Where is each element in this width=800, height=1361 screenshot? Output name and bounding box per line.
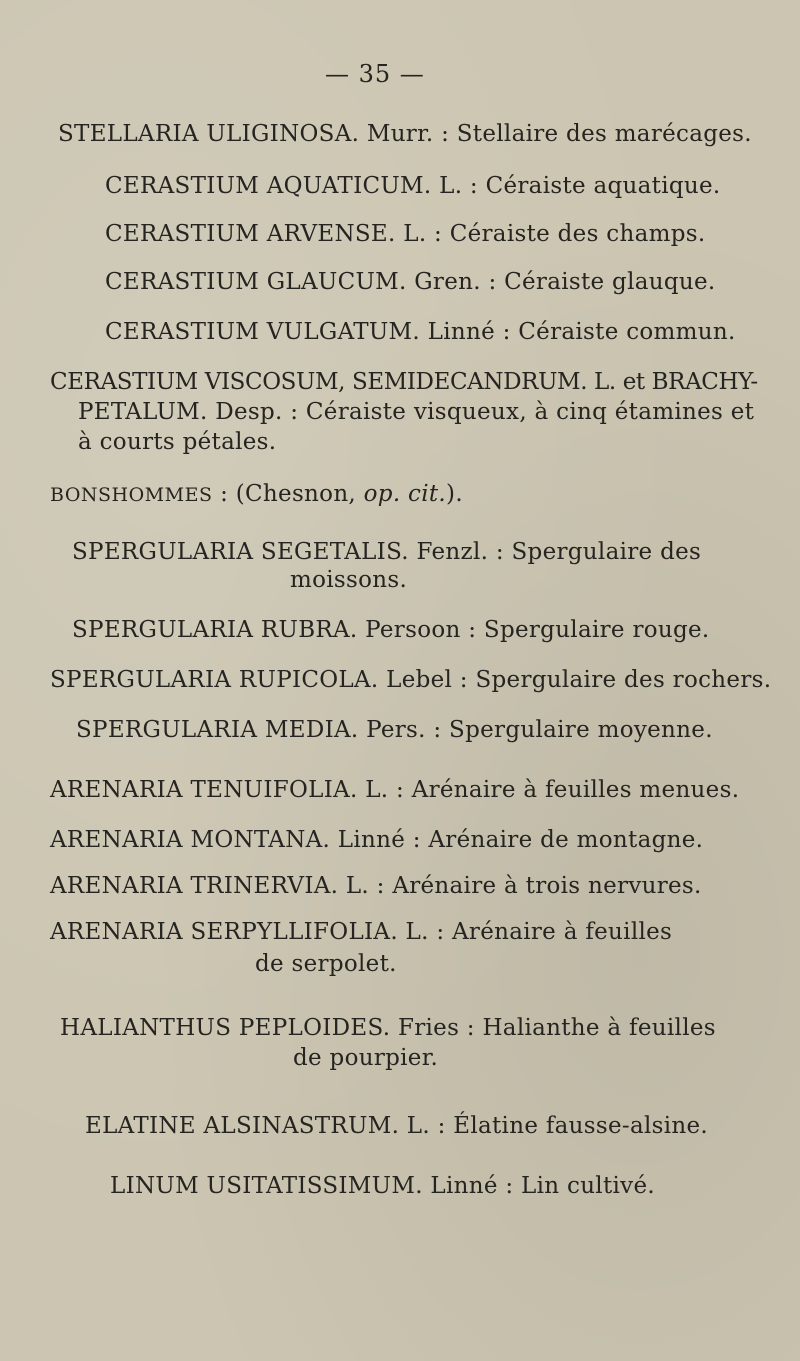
- entry-arenaria-serpyllifolia-line-2: de serpolet.: [255, 951, 397, 977]
- bonshommes-citation-suffix: ).: [446, 481, 463, 507]
- entry-halianthus-peploides-line-2: de pourpier.: [293, 1045, 439, 1071]
- entry-cerastium-aquaticum: CERASTIUM AQUATICUM. L. : Céraiste aquatique.: [105, 173, 721, 199]
- entry-arenaria-trinervia: ARENARIA TRINERVIA. L. : Arénaire à trois nervures.: [50, 873, 702, 899]
- entry-arenaria-tenuifolia: ARENARIA TENUIFOLIA. L. : Arénaire à feuilles menues.: [50, 777, 740, 803]
- bonshommes-citation-italic: op. cit.: [363, 481, 447, 507]
- entry-cerastium-viscosum-line-1: CERASTIUM VISCOSUM, SEMIDECANDRUM. L. et BRACHY-: [50, 369, 758, 395]
- entry-halianthus-peploides-line-1: HALIANTHUS PEPLOIDES. Fries : Halianthe à feuilles: [60, 1015, 716, 1041]
- page-number: — 35 —: [325, 60, 425, 88]
- entry-elatine-alsinastrum: ELATINE ALSINASTRUM. L. : Élatine fausse-alsine.: [85, 1113, 709, 1139]
- entry-spergularia-segetalis-line-1: SPERGULARIA SEGETALIS. Fenzl. : Spergulaire des: [72, 539, 702, 565]
- entry-arenaria-serpyllifolia-line-1: ARENARIA SERPYLLIFOLIA. L. : Arénaire à feuilles: [50, 919, 673, 945]
- entry-spergularia-rubra: SPERGULARIA RUBRA. Persoon : Spergulaire rouge.: [72, 617, 710, 643]
- entry-stellaria-uliginosa: STELLARIA ULIGINOSA. Murr. : Stellaire des marécages.: [58, 121, 752, 147]
- entry-cerastium-vulgatum: CERASTIUM VULGATUM. Linné : Céraiste commun.: [105, 319, 736, 345]
- bonshommes-citation-prefix: : (Chesnon,: [212, 481, 364, 507]
- entry-arenaria-montana: ARENARIA MONTANA. Linné : Arénaire de montagne.: [50, 827, 704, 853]
- entry-spergularia-segetalis-line-2: moissons.: [290, 567, 408, 593]
- bonshommes-label: BONSHOMMES: [50, 484, 213, 506]
- entry-cerastium-glaucum: CERASTIUM GLAUCUM. Gren. : Céraiste glauque.: [105, 269, 716, 295]
- entry-spergularia-media: SPERGULARIA MEDIA. Pers. : Spergulaire moyenne.: [76, 717, 713, 743]
- entry-cerastium-viscosum-line-2: PETALUM. Desp. : Céraiste visqueux, à cinq étamines et: [78, 399, 755, 425]
- entry-cerastium-arvense: CERASTIUM ARVENSE. L. : Céraiste des champs.: [105, 221, 706, 247]
- entry-linum-usitatissimum: LINUM USITATISSIMUM. Linné : Lin cultivé.: [110, 1173, 655, 1199]
- entry-cerastium-viscosum-line-3: à courts pétales.: [78, 429, 277, 455]
- entry-spergularia-rupicola: SPERGULARIA RUPICOLA. Lebel : Spergulaire des rochers.: [50, 667, 772, 693]
- entry-bonshommes: [50, 480, 463, 509]
